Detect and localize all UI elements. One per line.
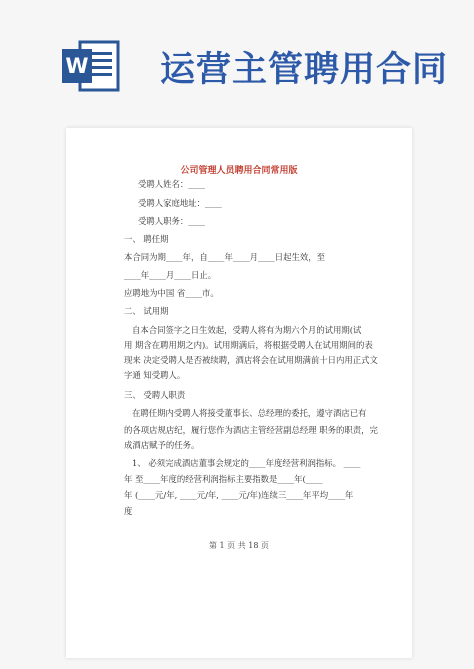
document-line: 度 xyxy=(124,506,133,516)
document-line: 现来 决定受聘人是否被续聘，酒店将会在试用期满前十日内用正式文 xyxy=(124,355,378,365)
document-line: 受聘人姓名：____ xyxy=(138,179,205,189)
page-number-footer: 第 1 页 共 18 页 xyxy=(209,541,269,550)
document-line: 成酒店赋予的任务。 xyxy=(124,440,200,450)
banner-title: 运营主管聘用合同 xyxy=(160,49,449,90)
word-logo-letter: W xyxy=(65,54,89,78)
banner xyxy=(0,0,474,118)
document-line: 一、 聘任期 xyxy=(124,234,169,244)
word-doc-icon xyxy=(62,40,120,92)
document-line: 本合同为期____年，自____年____月____日起生效，至 xyxy=(124,252,325,262)
document-line: 自本合同签字之日生效起，受聘人将有为期六个月的试用期(试 xyxy=(132,325,362,335)
document-line: 应聘地为中国 省____市。 xyxy=(124,288,219,298)
document-line: 字通 知受聘人。 xyxy=(124,370,186,380)
document-line: 受聘人职务：____ xyxy=(138,216,205,226)
document-line: 三、 受聘人职责 xyxy=(124,390,186,400)
document-line: ____年____月____日止。 xyxy=(124,270,217,280)
document-line: 用 期含在聘用期之内)。试用期满后，将根据受聘人在试用期间的表 xyxy=(124,340,373,350)
document-line: 的各项店规店纪，履行您作为酒店主管经营副总经理 职务的职责，完 xyxy=(124,425,378,435)
document-line: 年 (____元/年, ____元/年, ____元/年)连续三____年平均____年 xyxy=(124,490,354,500)
document-line: 年 至____年度的经营利润指标主要指数是____年(____ xyxy=(124,474,323,484)
document-page xyxy=(66,128,412,658)
document-line: 在聘任期内受聘人将接受董事长、总经理的委托，遵守酒店已有 xyxy=(132,408,367,418)
document-line: 二、 试用期 xyxy=(124,306,169,316)
document-line: 1、 必须完成酒店董事会规定的____年度经营利润指标。 ____ xyxy=(132,458,361,468)
document-title: 公司管理人员聘用合同常用版 xyxy=(180,166,298,176)
document-line: 受聘人家庭地址：____ xyxy=(138,198,222,208)
